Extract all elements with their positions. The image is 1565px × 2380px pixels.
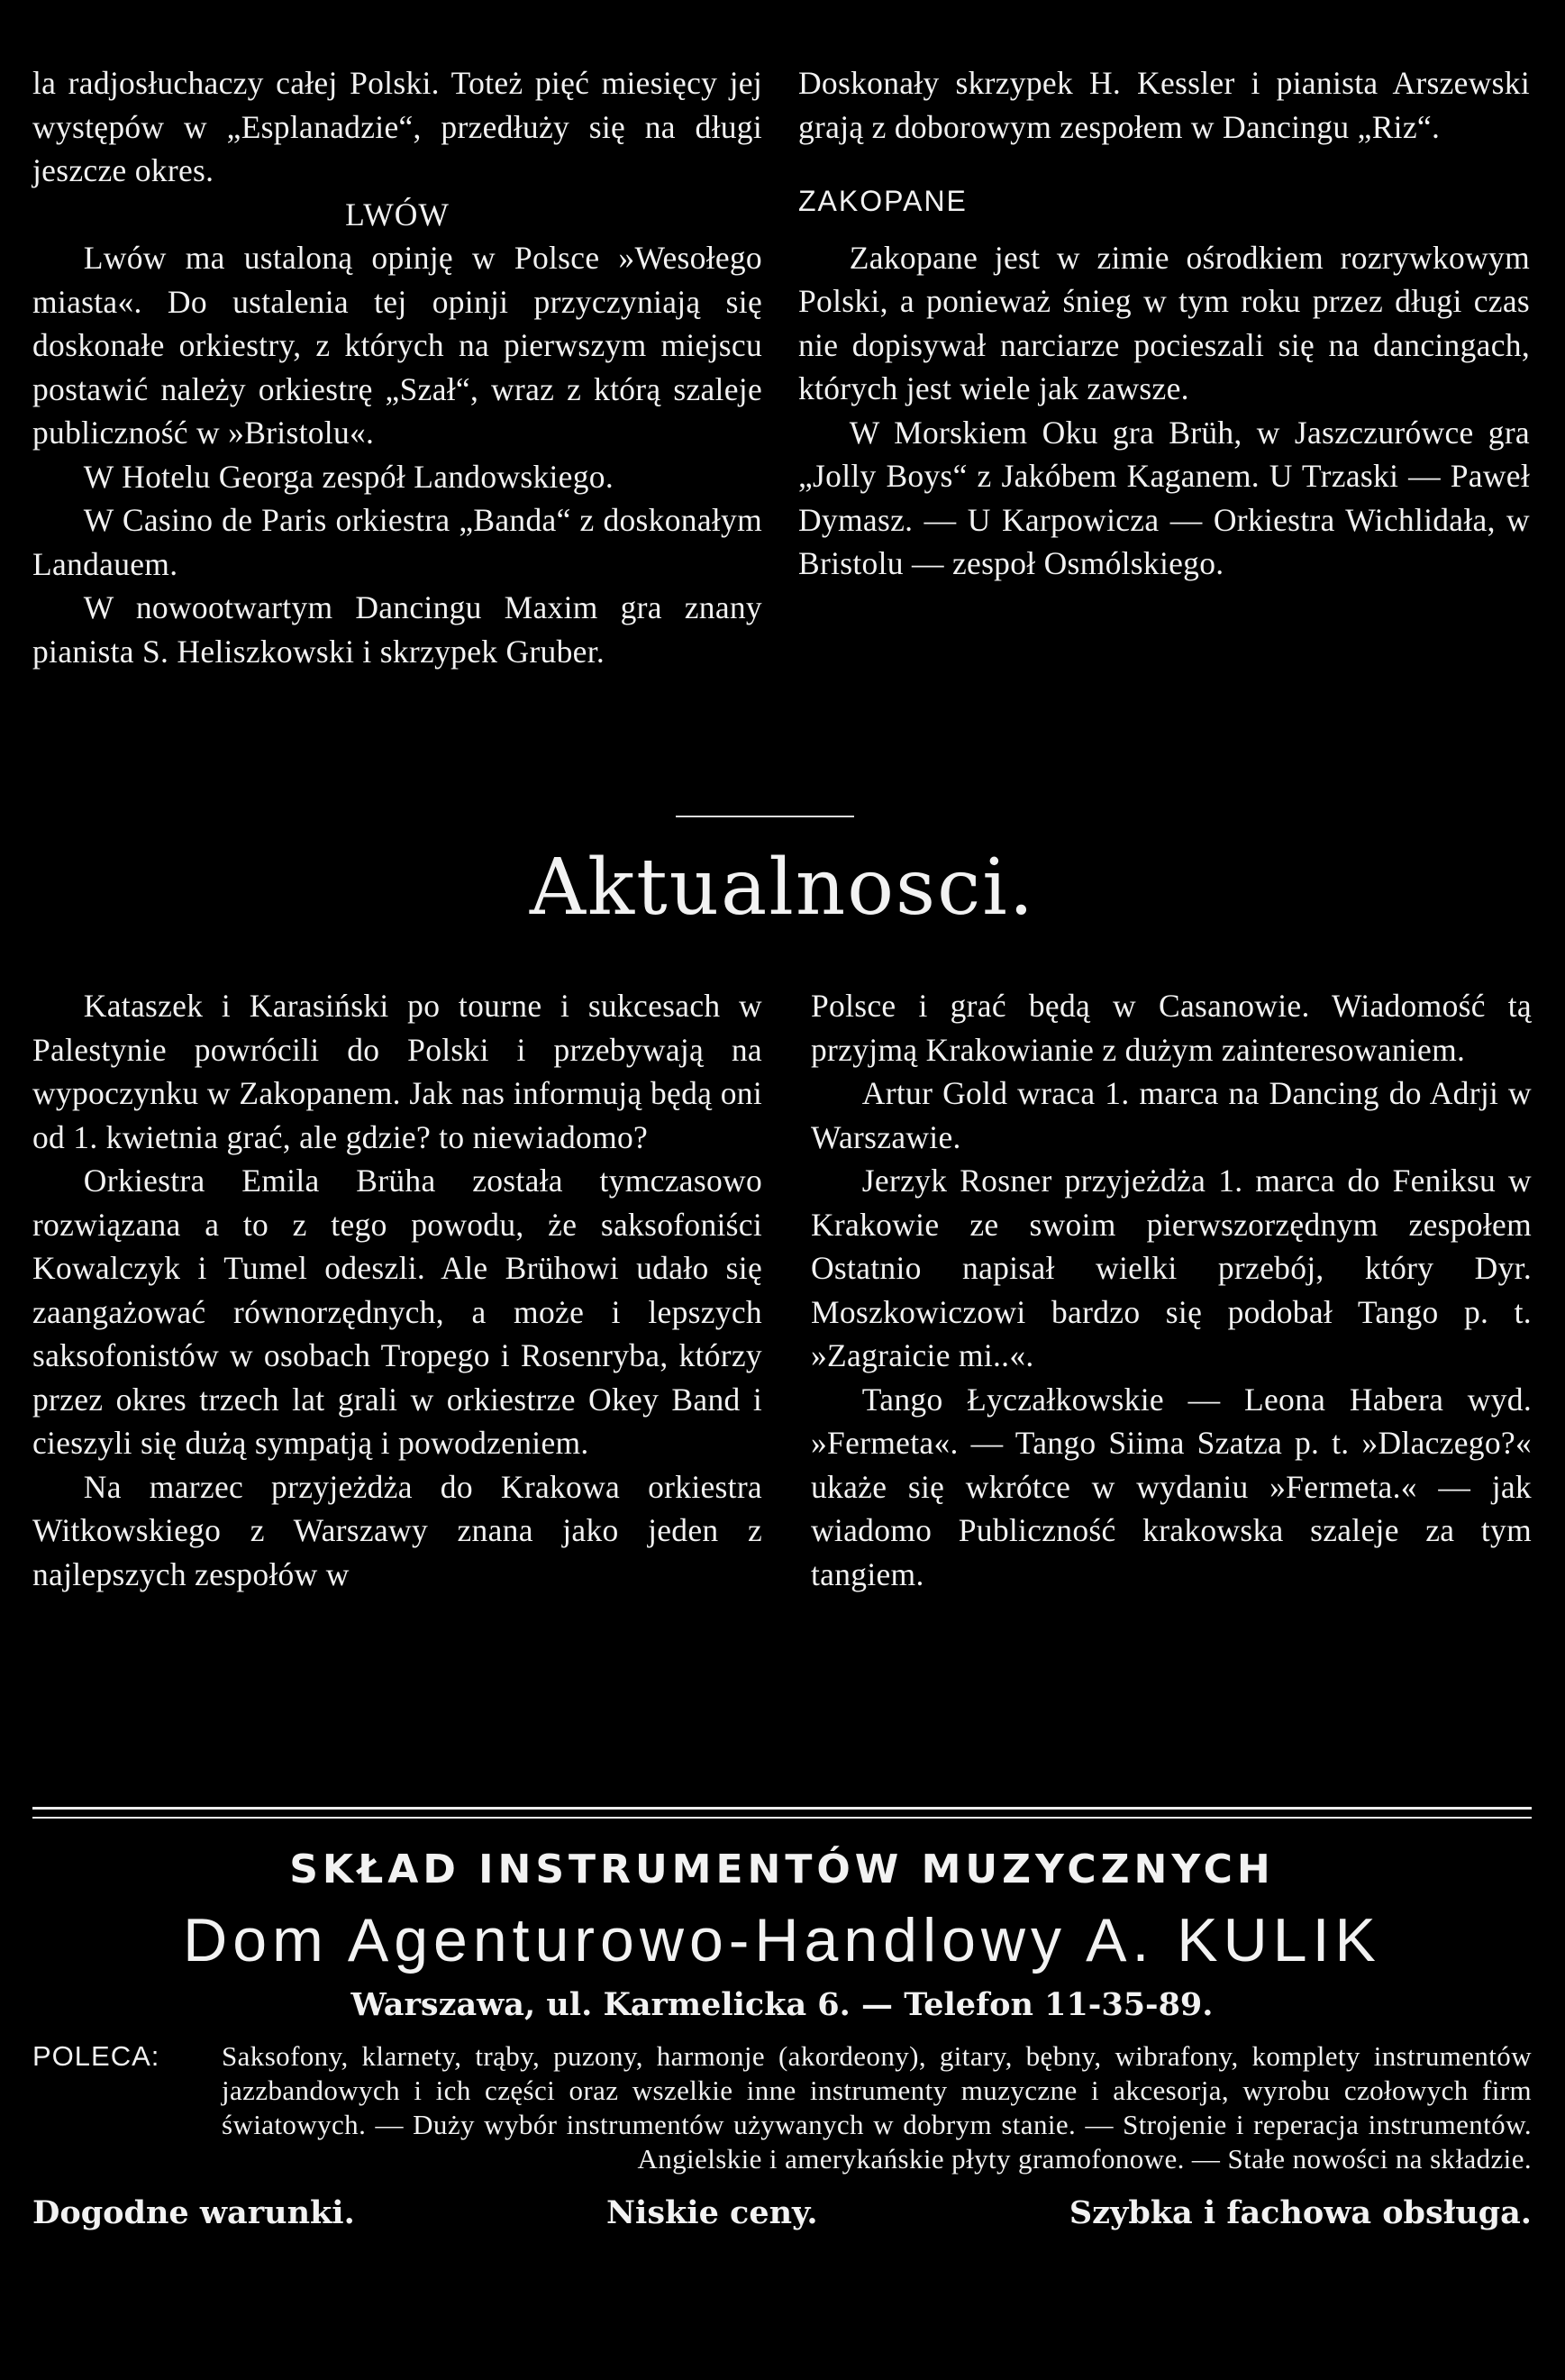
top-right-column <box>798 61 1530 586</box>
lviv-paragraph: W Casino de Paris orkiestra „Banda“ z doskonałym Landauem. <box>32 502 762 582</box>
lviv-paragraph: Lwów ma ustaloną opinję w Polsce »Wesołego miasta«. Do ustalenia tej opinji przyczyniają się doskonałe orkiestry, z których na pierwszym miejscu postawić należy orkiestrę „Szał“, wraz z którą szaleje publiczność w »Bristolu«. <box>32 240 762 451</box>
news-paragraph: Polsce i grać będą w Casanowie. Wiadomość tą przyjmą Krakowianie z dużym zainteresowaniem. <box>811 988 1532 1068</box>
ad-top-rule-thin <box>32 1817 1532 1819</box>
news-paragraph: Tango Łyczałkowskie — Leona Habera wyd. »Fermeta«. — Tango Siima Szatza p. t. »Dlaczego?« ukaże się wkrótce w wydaniu »Fermeta.« — jak wiadomo Publiczność krakowska szaleje za tym tangiem. <box>811 1381 1532 1592</box>
news-paragraph: Jerzyk Rosner przyjeżdża 1. marca do Feniksu w Krakowie ze swoim pierwszorzędnym zespołem Ostatnio napisał wielki przebój, który Dyr. Moszkowiczowi bardzo się podobał Tango p. t. »Zagraicie mi..«. <box>811 1163 1532 1373</box>
top-left-column <box>32 61 762 673</box>
ad-offer <box>32 2039 1532 2176</box>
ad-top-rule <box>32 1807 1532 1810</box>
zakopane-paragraph: W Morskiem Oku gra Brüh, w Jaszczurówce gra „Jolly Boys“ z Jakóbem Kaganem. U Trzaski — Paweł Dymasz. — U Karpowicza — Orkiestra Wichlidała, w Bristolu — zespoł Osmólskiego. <box>798 414 1530 581</box>
zakopane-heading: ZAKOPANE <box>798 185 968 217</box>
ad-footer <box>32 2194 1532 2231</box>
news-paragraph: Kataszek i Karasiński po tourne i sukcesach w Palestynie powrócili do Polski i przebywają na wypoczynku w Zakopanem. Jak nas informują będą oni od 1. kwietnia grać, ale gdzie? to niewiadomo? <box>32 988 762 1155</box>
ad-offer-label: POLECA: <box>32 2040 160 2072</box>
lviv-heading: LWÓW <box>345 196 450 233</box>
ad-address: Warszawa, ul. Karmelicka 6. — Telefon 11-35-89. <box>350 1986 1214 2023</box>
lviv-paragraph: W Hotelu Georga zespół Landowskiego. <box>83 458 614 495</box>
news-paragraph: Orkiestra Emila Brüha została tymczasowo rozwiązana a to z tego powodu, że saksofoniści Kowalczyk i Tumel odeszli. Ale Brühowi udało się zaangażować równorzędnych, a może i lepszych saksofonistów w osobach Tropego i Rosenryba, którzy przez okres trzech lat grali w orkiestrze Okey Band i cieszyli się dużą sympatją i powodzeniem. <box>32 1163 762 1461</box>
news-left-column <box>32 984 762 1596</box>
lviv-paragraph: W nowootwartym Dancingu Maxim gra znany pianista S. Heliszkowski i skrzypek Gruber. <box>32 589 762 670</box>
ad-footer-item: Dogodne warunki. <box>32 2194 355 2231</box>
advertisement <box>32 1843 1532 2231</box>
news-paragraph: Artur Gold wraca 1. marca na Dancing do Adrji w Warszawie. <box>811 1075 1532 1155</box>
section-separator <box>676 816 854 817</box>
ad-footer-item: Szybka i fachowa obsługa. <box>1069 2194 1532 2231</box>
news-right-column <box>811 984 1532 1596</box>
zakopane-paragraph: Zakopane jest w zimie ośrodkiem rozrywkowym Polski, a ponieważ śnieg w tym roku przez długi czas nie dopisywał narciarze pocieszali się na dancingach, których jest wiele jak zawsze. <box>798 239 1530 406</box>
section-title: Aktualnosci. <box>529 843 1036 933</box>
news-paragraph: Na marzec przyjeżdża do Krakowa orkiestra Witkowskiego z Warszawy znana jako jeden z najlepszych zespołów w <box>32 1468 762 1592</box>
ad-headline: SKŁAD INSTRUMENTÓW MUZYCZNYCH <box>289 1847 1275 1892</box>
ad-offer-text: Saksofony, klarnety, trąby, puzony, harmonje (akordeony), gitary, bębny, wibrafony, komplety instrumentów jazzbandowych i ich części oraz wszelkie inne instrumenty muzyczne i akcesorja, wyrobu czołowych firm światowych. — Duży wybór instrumentów używanych w dobrym stanie. — Strojenie i reperacja instrumentów. Angielskie i amerykańskie płyty gramofonowe. — Stałe nowości na składzie. <box>222 2040 1532 2175</box>
ad-footer-item: Niskie ceny. <box>606 2194 818 2231</box>
lviv-intro-paragraph: la radjosłuchaczy całej Polski. Toteż pięć miesięcy jej występów w „Esplanadzie“, przedłuży się na długi jeszcze okres. <box>32 65 762 188</box>
ad-company-name: Dom Agenturowo-Handlowy A. KULIK <box>183 1906 1381 1974</box>
krakow-intro-paragraph: Doskonały skrzypek H. Kessler i pianista Arszewski grają z doborowym zespołem w Dancingu „Riz“. <box>798 65 1530 145</box>
